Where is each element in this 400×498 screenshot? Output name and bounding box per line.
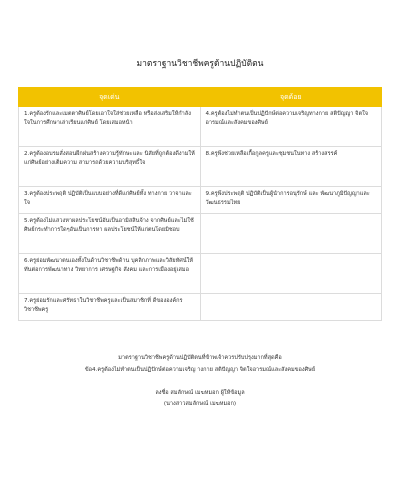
strength-cell: 1.ครูต้องรักและเมตตาศิษย์โดยเอาใจใส่ช่วยเหลือ หรือส่งเสริมให้กำลังใจในการศึกษาเล่าเรียนแก่ศิษย์ โดยเสมอหน้า [19, 107, 201, 147]
strength-cell: 5.ครูต้องไม่แสวงหาผลประโยชน์อันเป็นอามิสสินจ้าง จากศิษย์และไม่ใช้ศิษย์กระทำการใดๆอันเป็นการหา ผลประโยชน์ให้แก่ตนโดยมิชอบ [19, 214, 201, 254]
table-row [19, 214, 382, 254]
strength-cell: 6.ครูย่อมพัฒนาตนเองทั้งในด้านวิชาชีพด้าน บุคลิกภาพและวิสัยทัศน์ให้ทันต่อการพัฒนาทาง วิทยาการ เศรษฐกิจ สังคม และการเมืองอยู่เสมอ [19, 254, 201, 294]
weakness-cell: 8.ครูพึงช่วยเหลือเกื้อกูลครูและชุมชนในทาง สร้างสรรค์ [200, 147, 382, 187]
table-row [19, 107, 382, 147]
table-row [19, 254, 382, 294]
table-row [19, 187, 382, 214]
signature-line: ลงชื่อ สมลักษณ์ เมฆหมอก ผู้ให้ข้อมูล [155, 390, 245, 396]
standards-table [18, 87, 382, 321]
column-header-weaknesses: จุดด้อย [200, 88, 382, 107]
table-row [19, 294, 382, 321]
table-header-row [19, 88, 382, 107]
weakness-cell [200, 254, 382, 294]
strength-cell: 2.ครูต้องอบรมสั่งสอนฝึกฝนสร้างความรู้ทักษะและ นิสัยที่ถูกต้องดีงามให้แก่ศิษย์อย่างเต็มความ สามารถด้วยความบริสุทธิ์ใจ [19, 147, 201, 187]
conclusion-text: ข้อ4.ครูต้องไม่ทำตนเป็นปฏิปักษ์ต่อความเจริญ างกาย สติปัญญา จิตใจอารมณ์และสังคมของศิษย์ [84, 367, 316, 373]
weakness-cell [200, 294, 382, 321]
conclusion-heading: มาตราฐานวิชาชีพครูด้านปฏิบัติตนที่ข้าพเจ้าควรปรับปรุงมากที่สุดคือ [118, 355, 282, 361]
strength-cell: 7.ครูย่อมรักและศรัทธาในวิชาชีพครูและเป็นสมาชิกที่ ดีขององค์กรวิชาชีพครู [19, 294, 201, 321]
strength-cell: 3.ครูต้องประพฤติ ปฏิบัติเป็นแบบอย่างที่ดีแก่ศิษย์ทั้ง ทางกาย วาจาและใจ [19, 187, 201, 214]
page-title: มาตราฐานวิชาชีพครูด้านปฏิบัติตน [136, 59, 264, 69]
weakness-cell [200, 214, 382, 254]
table-row [19, 147, 382, 187]
weakness-cell: 4.ครูต้องไม่ทำตนเป็นปฏิปักษ์ต่อความเจริญทางกาย สติปัญญา จิตใจอารมณ์และสังคมของศิษย์ [200, 107, 382, 147]
weakness-cell: 9.ครูพึงประพฤติ ปฏิบัติเป็นผู้นำการอนุรักษ์ และ พัฒนาภูมิปัญญาและวัฒนธรรมไทย [200, 187, 382, 214]
column-header-strengths: จุดเด่น [19, 88, 201, 107]
signer-name: (นางสาวสมลักษณ์ เมฆหมอก) [163, 401, 237, 407]
standards-table-container [18, 87, 382, 321]
